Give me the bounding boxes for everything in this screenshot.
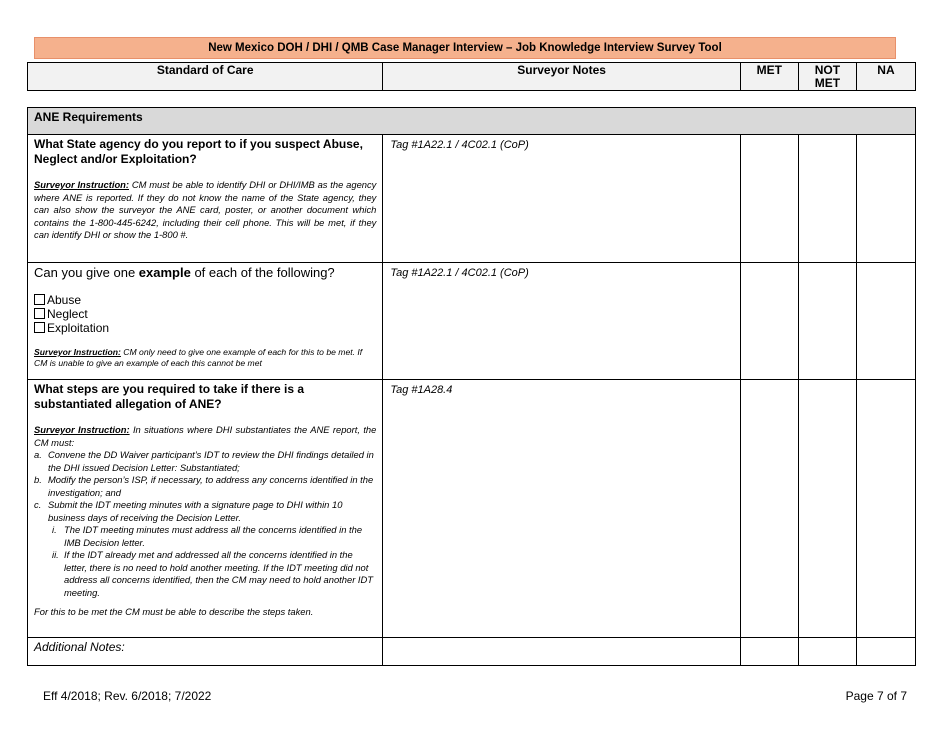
column-header-table [27, 62, 916, 91]
question-2-title-pre: Can you give one [34, 265, 139, 280]
met-cell-4[interactable] [740, 638, 798, 666]
question-2-title-post: of each of the following? [190, 265, 335, 280]
not-met-cell-4[interactable] [798, 638, 856, 666]
checkbox-item-neglect[interactable] [34, 307, 376, 321]
checklist [34, 293, 376, 335]
standard-cell-2 [28, 263, 383, 380]
checkbox-label: Exploitation [47, 321, 110, 335]
step-text: Modify the person’s ISP, if necessary, to address any concerns identified in the investigation; and [48, 474, 374, 498]
standard-cell-1 [28, 135, 383, 263]
tag-2: Tag #1A22.1 / 4C02.1 (CoP) [390, 267, 529, 279]
additional-notes-label: Additional Notes: [28, 638, 383, 666]
instruction-label: Surveyor Instruction: [34, 347, 121, 357]
column-header-na: NA [856, 63, 915, 91]
step-marker: b. [34, 474, 42, 485]
na-cell-1[interactable] [856, 135, 915, 263]
checkbox-item-abuse[interactable] [34, 293, 376, 307]
section-row [28, 108, 916, 135]
footer-page-number: Page 7 of 7 [845, 689, 907, 703]
instruction-label: Surveyor Instruction: [34, 179, 130, 190]
notes-cell-3[interactable] [383, 380, 740, 638]
checkbox-icon[interactable] [34, 322, 45, 333]
instruction-label: Surveyor Instruction: [34, 424, 130, 435]
question-3-instruction [34, 424, 376, 449]
not-met-line-1: NOT [814, 63, 841, 77]
notes-cell-2[interactable] [383, 263, 740, 380]
notes-cell-1[interactable] [383, 135, 740, 263]
tag-1: Tag #1A22.1 / 4C02.1 (CoP) [390, 139, 529, 151]
section-title: ANE Requirements [28, 108, 916, 135]
footer-revision: Eff 4/2018; Rev. 6/2018; 7/2022 [43, 689, 212, 703]
checkbox-icon[interactable] [34, 308, 45, 319]
met-cell-1[interactable] [740, 135, 798, 263]
na-cell-2[interactable] [856, 263, 915, 380]
additional-notes-cell[interactable] [383, 638, 740, 666]
step-text: Convene the DD Waiver participant’s IDT to review the DHI findings detailed in the DHI issued Decision Letter: Substantiated; [48, 449, 374, 473]
checkbox-label: Abuse [47, 293, 82, 307]
not-met-cell-2[interactable] [798, 263, 856, 380]
substep-i [52, 524, 376, 549]
not-met-cell-1[interactable] [798, 135, 856, 263]
step-marker: c. [34, 499, 42, 510]
substep-text: The IDT meeting minutes must address all the concerns identified in the IMB Decision letter. [64, 524, 363, 548]
na-cell-3[interactable] [856, 380, 915, 638]
substep-ii [52, 549, 376, 599]
step-c [34, 499, 376, 524]
question-2-title-bold: example [138, 265, 191, 280]
step-text: Submit the IDT meeting minutes with a signature page to DHI within 10 business days of receiving the Decision Letter. [48, 499, 343, 523]
not-met-line-2: MET [814, 76, 841, 90]
question-row-1 [28, 135, 916, 263]
substep-text: If the IDT already met and addressed all the concerns identified in the letter, there is no need to hold another meeting. If the IDT meeting did not address all concerns identified, then the CM may need to hold another IDT meeting. [64, 549, 374, 598]
additional-notes-row [28, 638, 916, 666]
tag-3: Tag #1A28.4 [390, 384, 453, 396]
question-row-3 [28, 380, 916, 638]
substep-marker: i. [52, 524, 57, 535]
checkbox-icon[interactable] [34, 294, 45, 305]
column-header-standard: Standard of Care [28, 63, 383, 91]
question-3-steps [34, 449, 376, 599]
standard-cell-3 [28, 380, 383, 638]
column-header-met: MET [740, 63, 798, 91]
step-marker: a. [34, 449, 42, 460]
substep-marker: ii. [52, 549, 59, 560]
met-cell-2[interactable] [740, 263, 798, 380]
question-1-instruction [34, 179, 376, 242]
page-title: New Mexico DOH / DHI / QMB Case Manager Interview – Job Knowledge Interview Survey Tool [34, 37, 896, 59]
instruction-text: CM must be able to identify DHI or DHI/IMB as the agency where ANE is reported. If they do not know the name of the State agency, they can also show the surveyor the ANE card, poster, or another document which contains the 1-800-445-6242, including their cell phone. This will be met, if they can identify DHI or show the 1-800 #. [34, 179, 377, 240]
question-3-title: What steps are you required to take if there is a substantiated allegation of ANE? [34, 382, 305, 411]
checkbox-label: Neglect [47, 307, 88, 321]
step-b [34, 474, 376, 499]
na-cell-4[interactable] [856, 638, 915, 666]
instruction-text: CM only need to give one example of each for this to be met. If CM is unable to give an example of each this cannot be met [34, 347, 363, 368]
question-2-title [34, 265, 376, 281]
met-cell-3[interactable] [740, 380, 798, 638]
checkbox-item-exploitation[interactable] [34, 321, 376, 335]
instruction-text: In situations where DHI substantiates the ANE report, the CM must: [34, 424, 377, 448]
question-2-instruction [34, 347, 376, 369]
step-a [34, 449, 376, 474]
question-1-title: What State agency do you report to if you suspect Abuse, Neglect and/or Exploitation? [34, 137, 363, 166]
question-3-closing: For this to be met the CM must be able to describe the steps taken. [34, 606, 314, 617]
column-header-notes: Surveyor Notes [383, 63, 740, 91]
survey-table [27, 107, 916, 666]
question-row-2 [28, 263, 916, 380]
column-header-not-met [798, 63, 856, 91]
not-met-cell-3[interactable] [798, 380, 856, 638]
